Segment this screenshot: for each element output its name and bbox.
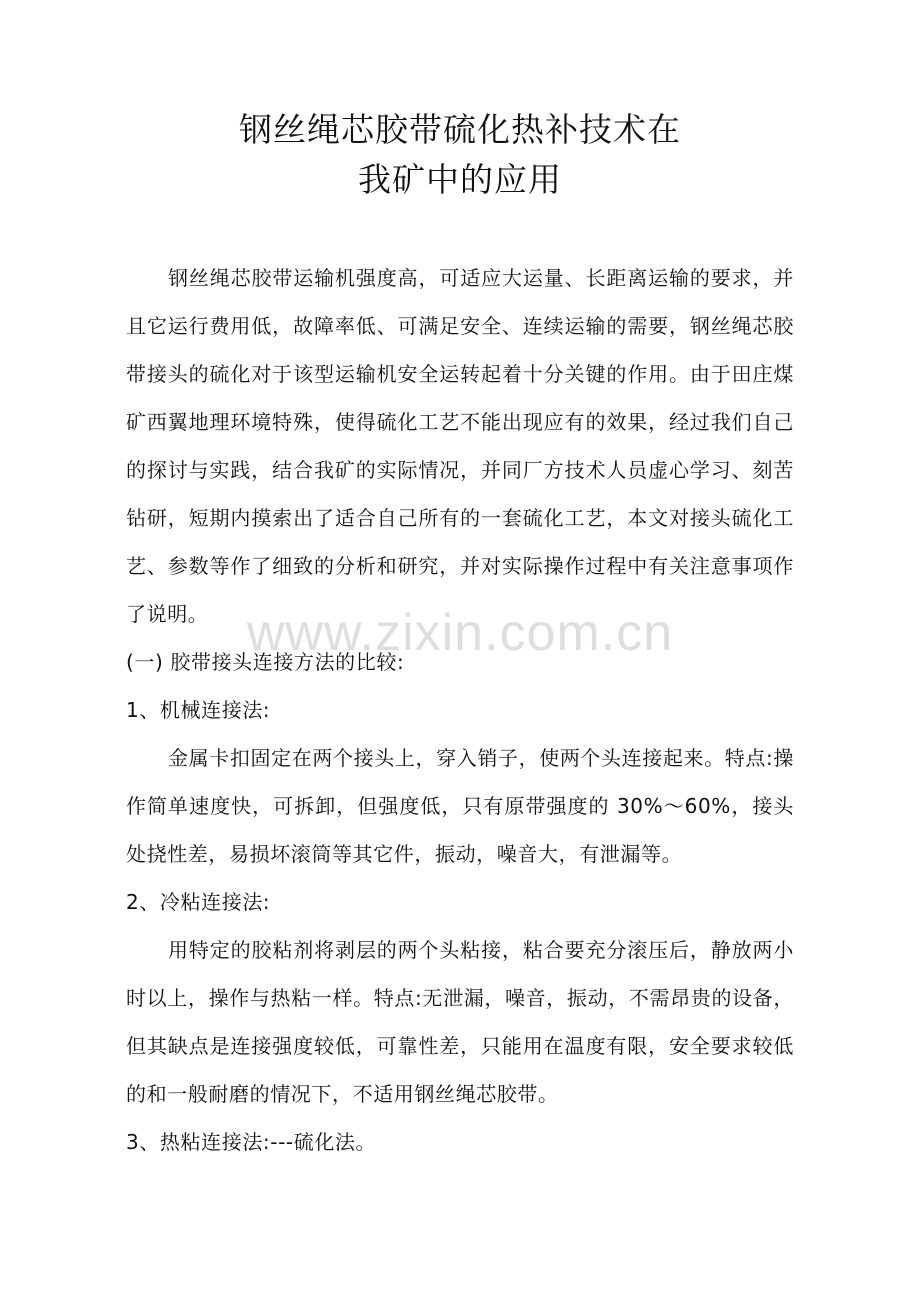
intro-paragraph: 钢丝绳芯胶带运输机强度高，可适应大运量、长距离运输的要求，并且它运行费用低，故障率低、可满足安全、连续运输的需要，钢丝绳芯胶带接头的硫化对于该型运输机安全运转起着十分关键的作用。由于田庄煤矿西翼地理环境特殊，使得硫化工艺不能出现应有的效果，经过我们自己的探讨与实践，结合我矿的实际情况，并同厂方技术人员虚心学习、刻苦钻研，短期内摸索出了适合自己所有的一套硫化工艺，本文对接头硫化工艺、参数等作了细致的分析和研究，并对实际操作过程中有关注意事项作了说明。 bbox=[126, 266, 794, 626]
item2-heading: 2、冷粘连接法: bbox=[126, 890, 271, 914]
watermark: www.zixin.com.cn bbox=[246, 604, 674, 662]
item1-heading: 1、机械连接法: bbox=[126, 698, 271, 722]
document-title-line-2: 我矿中的应用 bbox=[358, 160, 562, 199]
document-title-line-1: 钢丝绳芯胶带硫化热补技术在 bbox=[239, 110, 681, 149]
section-heading: (一) 胶带接头连接方法的比较: bbox=[126, 650, 405, 674]
item2-paragraph: 用特定的胶粘剂将剥层的两个头粘接，粘合要充分滚压后，静放两小时以上，操作与热粘一样。特点:无泄漏，噪音，振动，不需昂贵的设备，但其缺点是连接强度较低，可靠性差，只能用在温度有限，安全要求较低的和一般耐磨的情况下，不适用钢丝绳芯胶带。 bbox=[126, 938, 794, 1106]
item3-heading: 3、热粘连接法:---硫化法。 bbox=[126, 1130, 377, 1154]
item1-paragraph: 金属卡扣固定在两个接头上，穿入销子，使两个头连接起来。特点:操作简单速度快，可拆卸，但强度低，只有原带强度的 30%～60%，接头处挠性差，易损坏滚筒等其它件，振动，噪音大，有泄漏等。 bbox=[126, 746, 794, 866]
